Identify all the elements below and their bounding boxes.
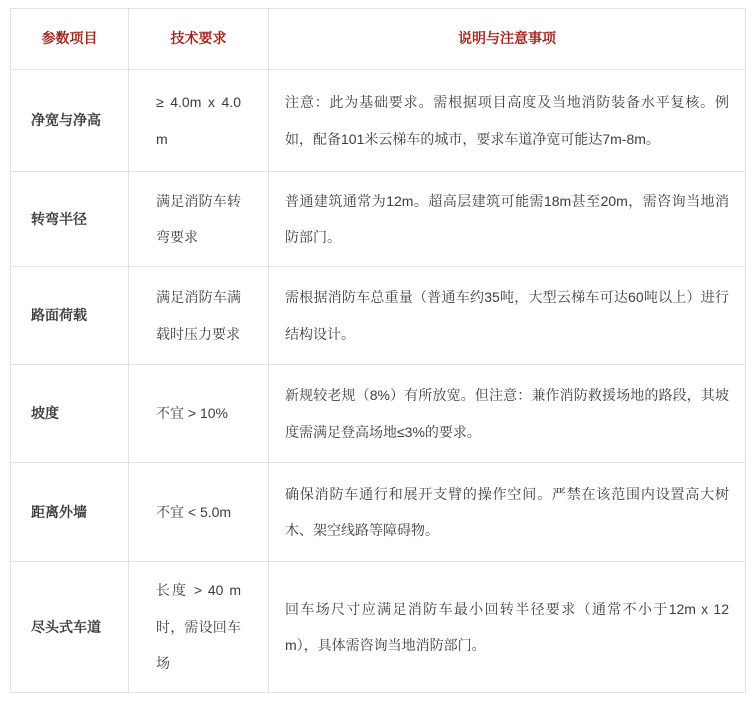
- table-row: [11, 267, 746, 365]
- param-cell: 净宽与净高: [11, 70, 129, 172]
- requirement-cell: 不宜 < 5.0m: [129, 463, 269, 562]
- param-cell: 转弯半径: [11, 172, 129, 267]
- note-cell: 需根据消防车总重量（普通车约35吨，大型云梯车可达60吨以上）进行结构设计。: [269, 267, 746, 365]
- table-row: [11, 365, 746, 463]
- param-cell: 尽头式车道: [11, 562, 129, 693]
- note-cell: 回车场尺寸应满足消防车最小回转半径要求（通常不小于12m x 12 m），具体需咨询当地消防部门。: [269, 562, 746, 693]
- table-row: [11, 70, 746, 172]
- param-cell: 距离外墙: [11, 463, 129, 562]
- note-cell: 普通建筑通常为12m。超高层建筑可能需18m甚至20m，需咨询当地消防部门。: [269, 172, 746, 267]
- table-row: [11, 562, 746, 693]
- note-cell: 新规较老规（8%）有所放宽。但注意：兼作消防救援场地的路段，其坡度需满足登高场地≤3%的要求。: [269, 365, 746, 463]
- table-row: [11, 172, 746, 267]
- requirement-cell: 长度 > 40 m 时，需设回车场: [129, 562, 269, 693]
- requirement-cell: 不宜 > 10%: [129, 365, 269, 463]
- requirement-cell: 满足消防车满载时压力要求: [129, 267, 269, 365]
- requirement-cell: ≥ 4.0m x 4.0m: [129, 70, 269, 172]
- column-header-notes: 说明与注意事项: [269, 9, 746, 70]
- param-cell: 路面荷载: [11, 267, 129, 365]
- note-cell: 确保消防车通行和展开支臂的操作空间。严禁在该范围内设置高大树木、架空线路等障碍物。: [269, 463, 746, 562]
- table-header-row: [11, 9, 746, 70]
- note-cell: 注意：此为基础要求。需根据项目高度及当地消防装备水平复核。例如，配备101米云梯车的城市，要求车道净宽可能达7m-8m。: [269, 70, 746, 172]
- column-header-param: 参数项目: [11, 9, 129, 70]
- table-row: [11, 463, 746, 562]
- column-header-requirement: 技术要求: [129, 9, 269, 70]
- param-cell: 坡度: [11, 365, 129, 463]
- requirement-cell: 满足消防车转弯要求: [129, 172, 269, 267]
- fire-lane-parameters-table: [10, 8, 746, 693]
